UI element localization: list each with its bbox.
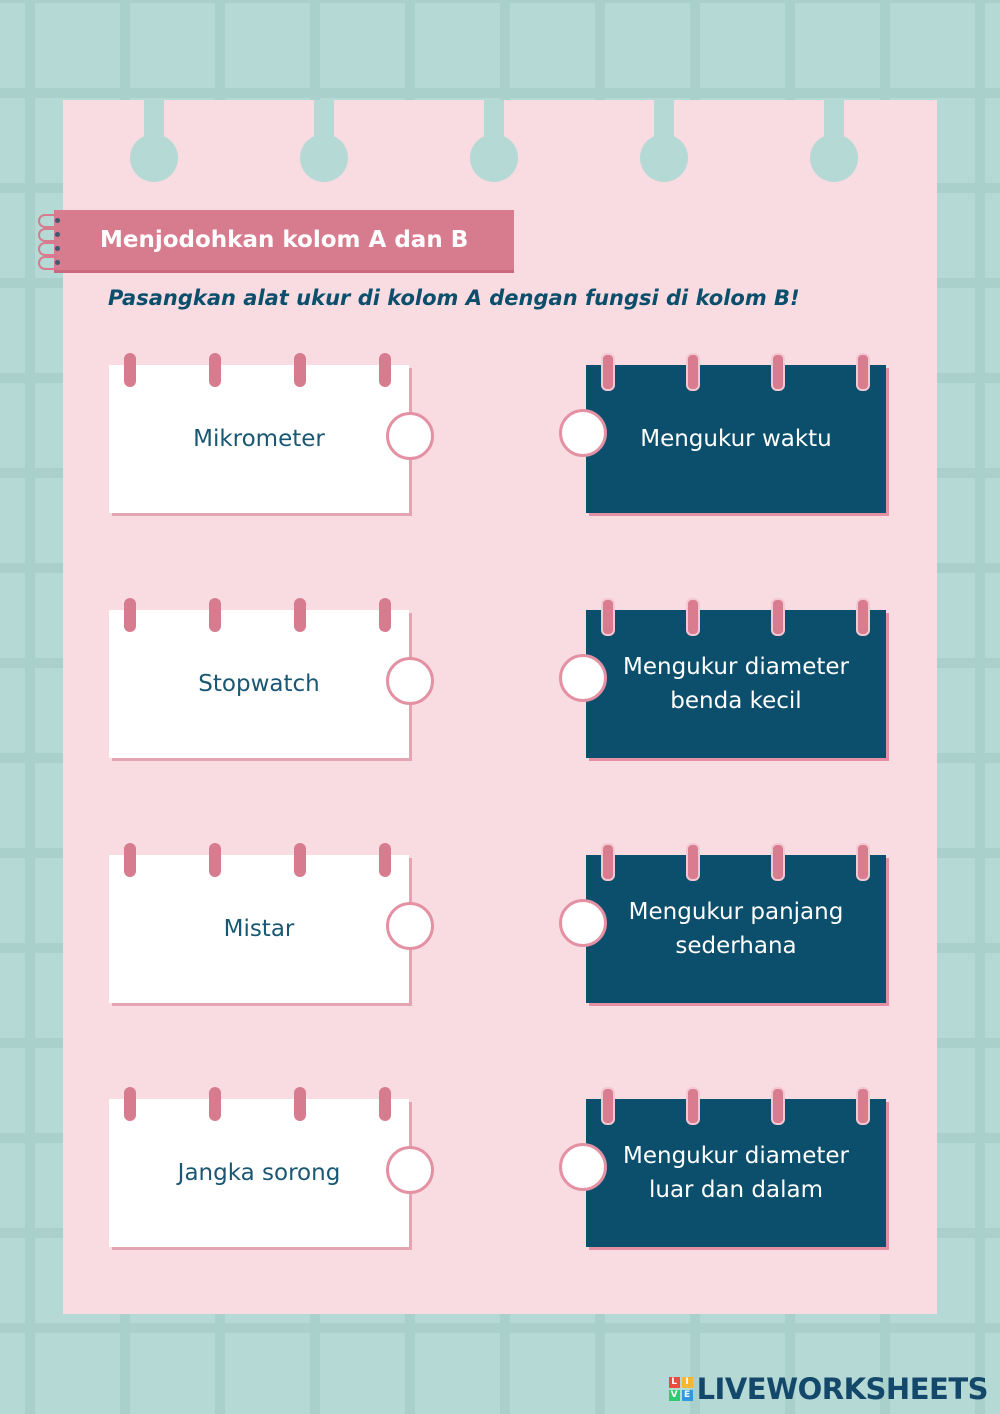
binding-spiral <box>294 1087 306 1121</box>
column-b-match-point[interactable] <box>559 654 607 702</box>
binding-spiral <box>686 1087 700 1125</box>
column-b-card: Mengukur waktu <box>586 365 886 513</box>
binding-spiral <box>124 1087 136 1121</box>
binding-spiral <box>771 353 785 391</box>
logo-mark-icon: L I V E <box>669 1377 693 1401</box>
binding-spiral <box>601 353 615 391</box>
binding-spiral <box>379 353 391 387</box>
binding-spiral <box>124 598 136 632</box>
instruction-text: Pasangkan alat ukur di kolom A dengan fungsi di kolom B! <box>108 286 800 310</box>
binding-spiral <box>856 353 870 391</box>
binder-hole <box>470 100 518 182</box>
binding-spiral <box>601 843 615 881</box>
binding-spiral <box>856 843 870 881</box>
binding-spiral <box>771 843 785 881</box>
binder-hole <box>300 100 348 182</box>
column-a-match-point[interactable] <box>386 412 434 460</box>
column-b-card: Mengukur diameter benda kecil <box>586 610 886 758</box>
column-b-card: Mengukur diameter luar dan dalam <box>586 1099 886 1247</box>
column-b-match-point[interactable] <box>559 899 607 947</box>
column-b-card: Mengukur panjang sederhana <box>586 855 886 1003</box>
logo-text: LIVEWORKSHEETS <box>696 1372 988 1406</box>
binding-spiral <box>686 843 700 881</box>
binding-spiral <box>124 353 136 387</box>
column-a-card: Mistar <box>109 855 409 1003</box>
liveworksheets-logo <box>669 1370 988 1408</box>
title-banner <box>54 210 514 270</box>
column-a-match-point[interactable] <box>386 902 434 950</box>
binding-spiral <box>686 598 700 636</box>
binding-spiral <box>601 1087 615 1125</box>
binding-spiral <box>856 598 870 636</box>
binding-spiral <box>379 843 391 877</box>
binding-spiral <box>209 843 221 877</box>
binding-spiral <box>379 598 391 632</box>
binding-spiral <box>771 1087 785 1125</box>
banner-rings <box>38 212 68 270</box>
column-a-match-point[interactable] <box>386 1146 434 1194</box>
binding-spiral <box>686 353 700 391</box>
binder-hole <box>130 100 178 182</box>
binding-spiral <box>124 843 136 877</box>
column-a-match-point[interactable] <box>386 657 434 705</box>
binding-spiral <box>294 598 306 632</box>
column-b-match-point[interactable] <box>559 409 607 457</box>
binding-spiral <box>601 598 615 636</box>
page-title: Menjodohkan kolom A dan B <box>100 227 469 253</box>
binding-spiral <box>379 1087 391 1121</box>
binding-spiral <box>771 598 785 636</box>
column-a-card: Jangka sorong <box>109 1099 409 1247</box>
binder-hole <box>810 100 858 182</box>
binding-spiral <box>294 843 306 877</box>
binding-spiral <box>294 353 306 387</box>
binding-spiral <box>209 598 221 632</box>
binder-hole <box>640 100 688 182</box>
binding-spiral <box>209 353 221 387</box>
column-b-match-point[interactable] <box>559 1143 607 1191</box>
binding-spiral <box>209 1087 221 1121</box>
binding-spiral <box>856 1087 870 1125</box>
column-a-card: Mikrometer <box>109 365 409 513</box>
column-a-card: Stopwatch <box>109 610 409 758</box>
